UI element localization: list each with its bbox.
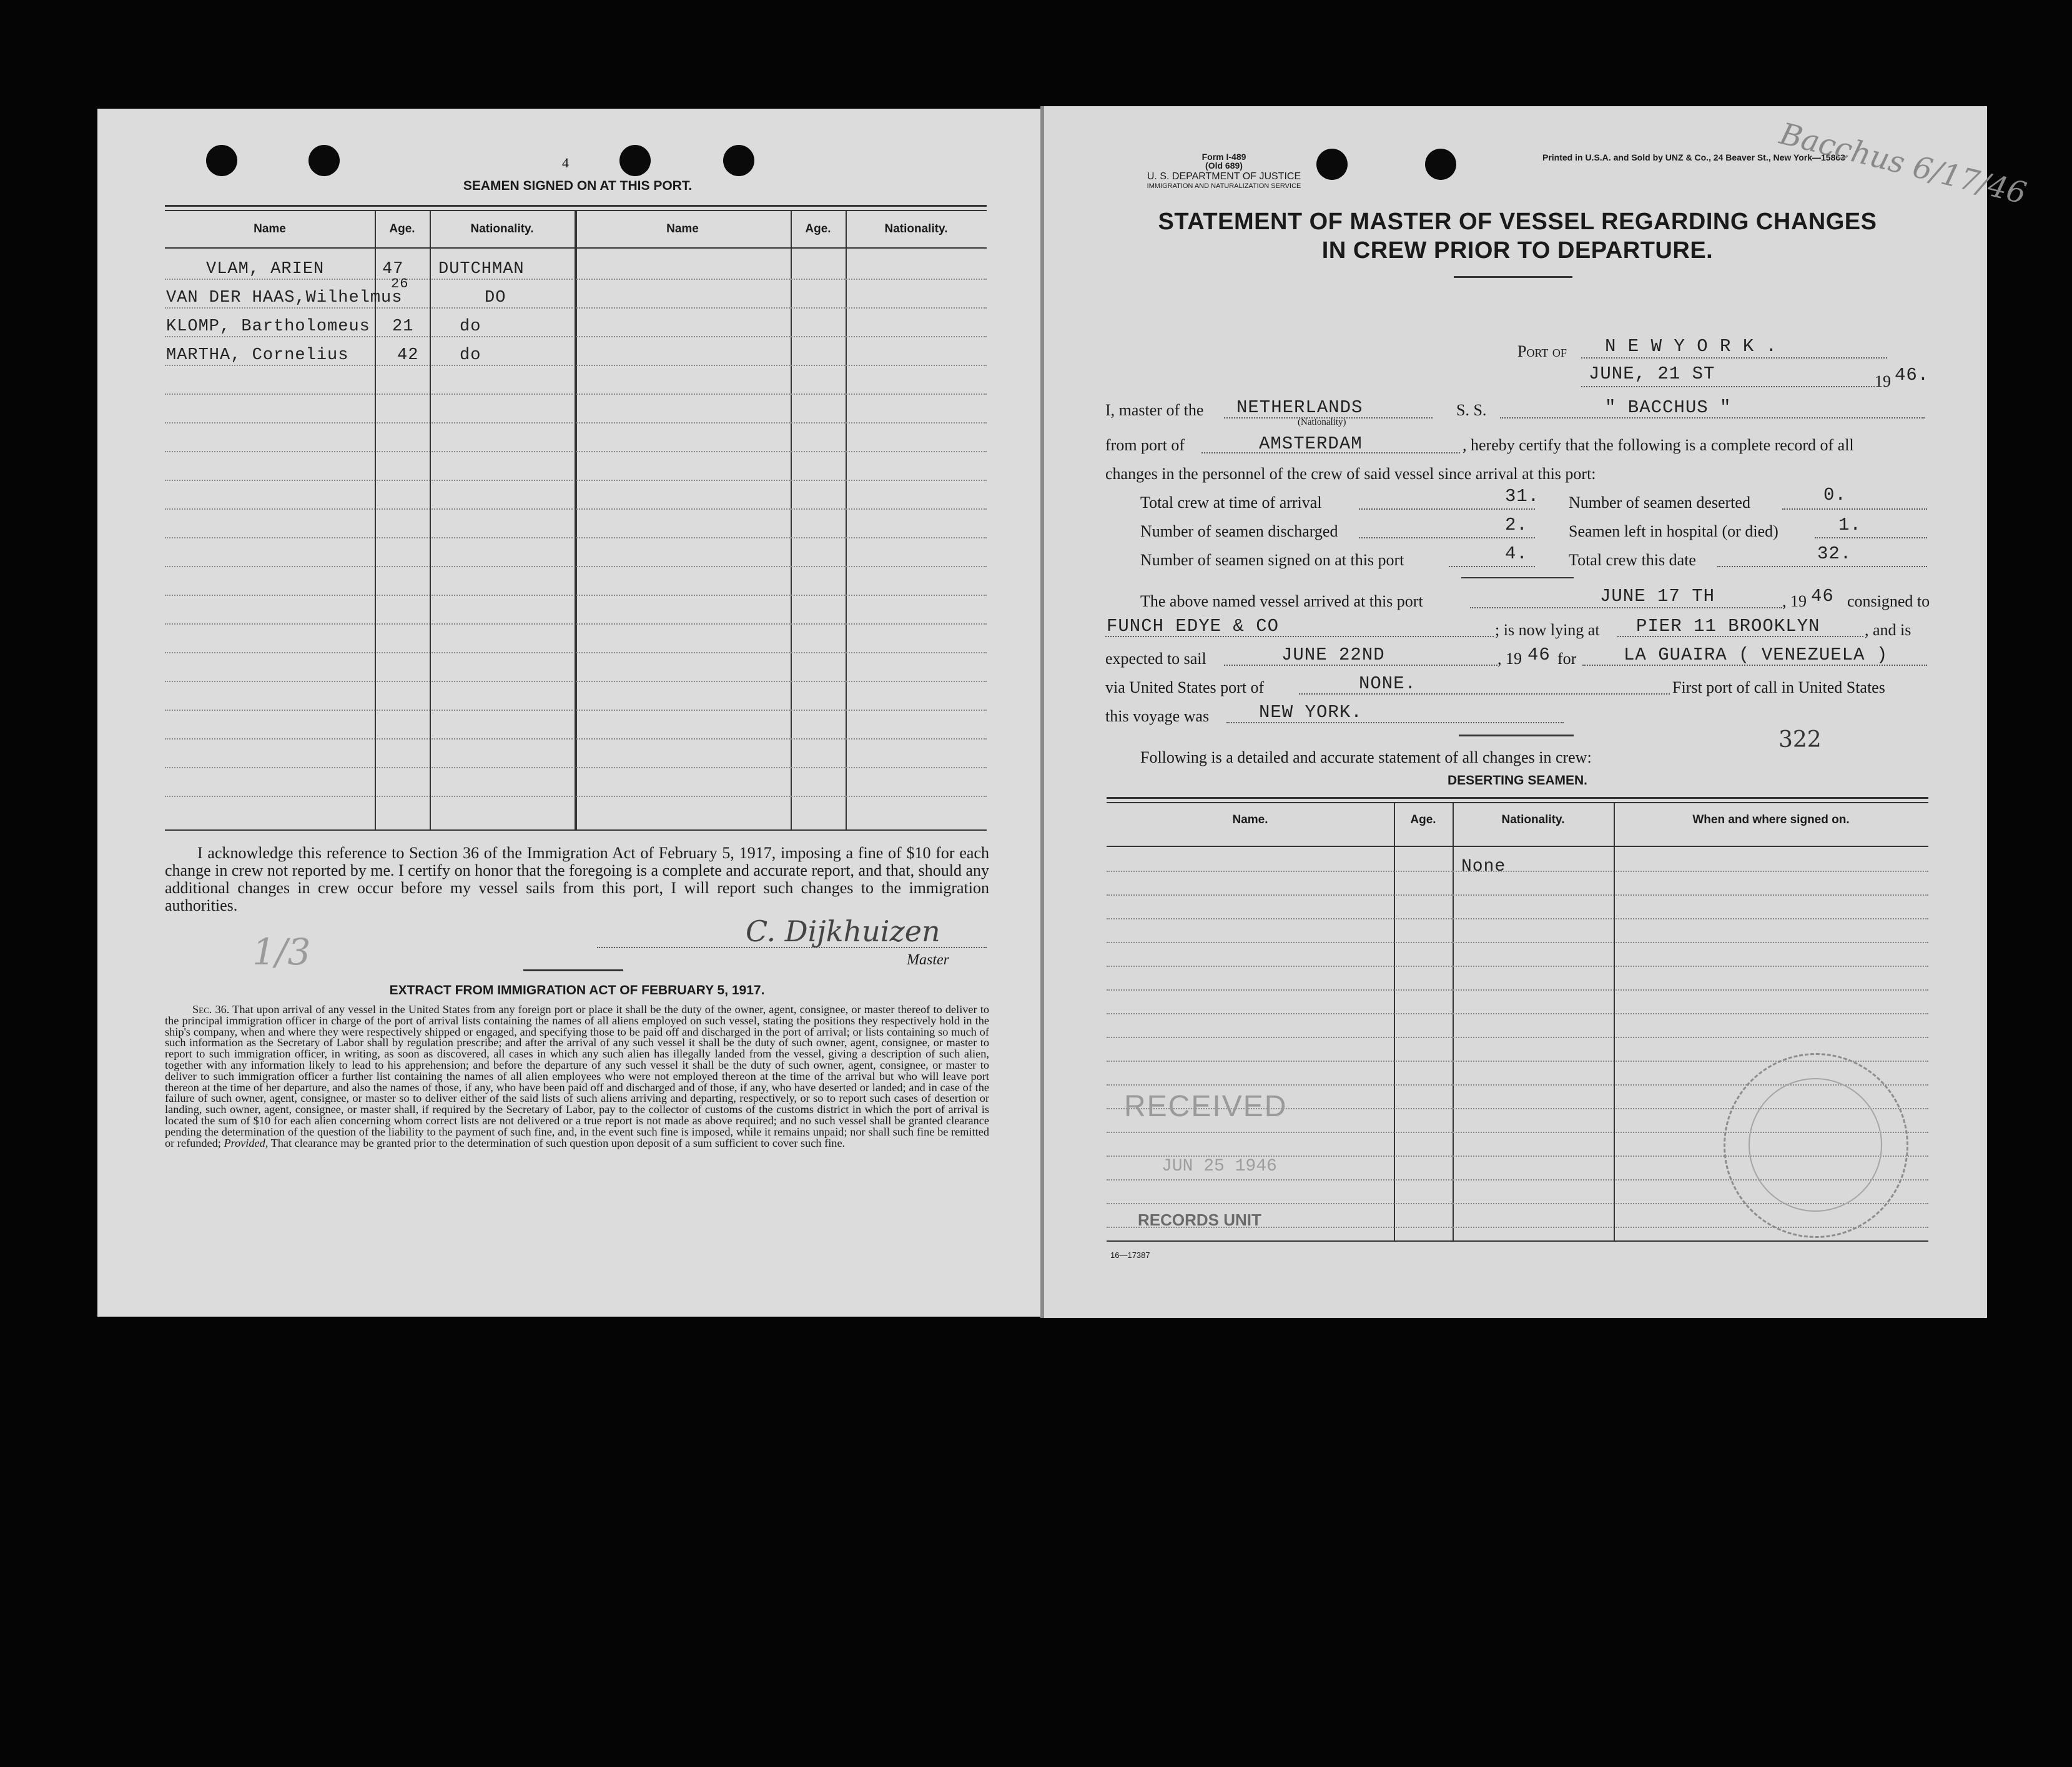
acknowledgment-text: I acknowledge this reference to Section 36 of the Immigration Act of February 5, 1917, imposing a fine of $10 for each change in crew not reported by me. I certify on honor that the foregoing is a complete and accurate report, and that, should any additional changes in crew occur before my vessel sails from this port, I will report such changes to the immigration authorities. <box>165 844 989 914</box>
section-title: SEAMEN SIGNED ON AT THIS PORT. <box>463 179 693 193</box>
port-label: Port of <box>1517 342 1567 360</box>
ss-label: S. S. <box>1456 401 1487 419</box>
deserting-header-name: Name. <box>1232 813 1268 826</box>
column-divider <box>575 210 577 829</box>
row-rule <box>165 365 987 366</box>
row-rule <box>165 393 987 395</box>
punch-hole <box>308 145 340 176</box>
deserting-title: DESERTING SEAMEN. <box>1447 773 1588 788</box>
printer-note: Printed in U.S.A. and Sold by UNZ & Co., 24 Beaver St., New York—15863 <box>1542 152 1845 162</box>
signed-on-value: 4. <box>1505 543 1528 564</box>
expected-year-prefix: , 19 <box>1497 650 1522 668</box>
service: IMMIGRATION AND NATURALIZATION SERVICE <box>1147 182 1301 190</box>
from-port-value: AMSTERDAM <box>1259 433 1363 454</box>
via-label: via United States port of <box>1105 678 1265 696</box>
signature-line <box>597 947 987 948</box>
deserting-header-age: Age. <box>1410 813 1436 826</box>
arrived-year-prefix: , 19 <box>1782 592 1807 610</box>
row-rule <box>165 307 987 309</box>
punch-hole <box>619 145 651 176</box>
row-rule <box>1107 1013 1928 1014</box>
records-unit-stamp: RECORDS UNIT <box>1138 1210 1261 1229</box>
deserting-header-nationality: Nationality. <box>1501 813 1565 826</box>
crew-age: 26 <box>391 276 409 292</box>
master-of-label: I, master of the <box>1105 401 1204 419</box>
voyage-value: NEW YORK. <box>1259 702 1363 723</box>
row-rule <box>165 451 987 452</box>
fill-line <box>1470 607 1782 608</box>
fill-line <box>1617 636 1863 637</box>
form-title-line2: IN CREW PRIOR TO DEPARTURE. <box>1321 237 1714 264</box>
column-divider <box>1453 802 1454 1240</box>
row-rule <box>165 508 987 510</box>
arrived-year: 46 <box>1811 586 1834 606</box>
row-rule <box>1107 894 1928 896</box>
arrived-label: The above named vessel arrived at this port <box>1140 592 1423 610</box>
row-rule <box>1107 989 1928 991</box>
arrived-value: JUNE 17 TH <box>1600 586 1715 606</box>
from-port-label: from port of <box>1105 436 1185 454</box>
column-header-nationality: Nationality. <box>470 222 534 235</box>
column-header-age: Age. <box>389 222 415 235</box>
divider-rule <box>1454 276 1572 278</box>
discharged-value: 2. <box>1505 515 1528 535</box>
fill-line <box>1359 508 1535 510</box>
crew-name: KLOMP, Bartholomeus <box>166 317 370 336</box>
row-rule <box>165 595 987 596</box>
master-signature: C. Dijkhuizen <box>746 914 940 948</box>
column-divider <box>791 210 792 829</box>
signed-on-label: Number of seamen signed on at this port <box>1140 551 1404 569</box>
expected-value: JUNE 22ND <box>1281 645 1385 665</box>
certify-text: , hereby certify that the following is a complete record of all <box>1463 436 1854 454</box>
extract-text: That upon arrival of any vessel in the United States from any foreign port or place it shall be the duty of the owner, agent, consignee, or master thereof to deliver to the principal immigration officer in charge of the port of arrival lists containing the names of all aliens employed on such vessel, stating the positions they respectively hold in the ship's company, when and where they were respectively shipped or engaged, and specifying those to be paid off and discharged in the port of arrival; or lists containing so much of such information as the Secretary of Labor shall by regulation prescribe; and after the arrival of any such vessel it shall be the duty of such owner, agent, consignee, or master to report to such immigration officer, in writing, as soon as discovered, all cases in which any such alien has illegally landed from the vessel, giving a description of such alien, together with any information likely to lead to his apprehension; and before the departure of any such vessel it shall be the duty of such owner, agent, consignee, or master to deliver to such immigration officer a further list containing the names of all alien employees who were not employed thereon at the time of the arrival but who will leave port thereon at the time of her departure, and also the names of those, if any, who have been paid off and discharged and of those, if any, who have deserted or landed; and in case of the failure of such owner, agent, consignee, or master so to deliver either of the said lists of such aliens arriving and departing, respectively, or so to report such cases of desertion or landing, such owner, agent, consignee, or master shall, if required by the Secretary of Labor, pay to the collector of customs of the customs district in which the port of arrival is located the sum of $10 for each alien concerning whom correct lists are not delivered or a true report is not made as above required; and no such vessel shall be granted clearance pending the determination of the question of the liability to the payment of such fine, and, in the event such fine is imposed, while it remains unpaid; nor shall such fine be remitted or refunded; <box>165 1003 989 1149</box>
fill-line <box>1582 665 1927 666</box>
fill-line <box>1359 537 1535 538</box>
fill-line <box>1449 566 1535 567</box>
row-rule <box>165 537 987 538</box>
deserted-value: 0. <box>1823 485 1847 505</box>
table-rule <box>165 205 987 207</box>
row-rule <box>1107 942 1928 943</box>
nationality-value: NETHERLANDS <box>1236 397 1363 418</box>
and-is: , and is <box>1865 621 1912 639</box>
column-header-nationality: Nationality. <box>884 222 948 235</box>
row-rule <box>165 336 987 337</box>
fill-line <box>1815 537 1927 538</box>
row-rule <box>165 566 987 567</box>
via-value: NONE. <box>1359 673 1417 694</box>
row-rule <box>1107 1037 1928 1038</box>
form-title-line1: STATEMENT OF MASTER OF VESSEL REGARDING CHANGES <box>1158 209 1877 235</box>
fill-line <box>1500 417 1925 418</box>
expected-year: 46 <box>1527 645 1551 665</box>
divider-rule <box>1459 735 1574 736</box>
corner-note: Bacchus 6/17/46 <box>1776 116 2030 212</box>
column-divider <box>846 210 847 829</box>
year-prefix: 19 <box>1875 372 1891 390</box>
for-label: for <box>1557 650 1577 668</box>
column-divider <box>1614 802 1615 1240</box>
form-old-number: (Old 689) <box>1205 161 1243 171</box>
row-rule <box>165 710 987 711</box>
fill-line <box>1224 665 1497 666</box>
fill-line <box>1581 357 1887 359</box>
hospital-value: 1. <box>1838 515 1862 535</box>
column-divider <box>430 210 431 829</box>
fill-line <box>1105 636 1494 637</box>
fill-line <box>1581 386 1875 387</box>
total-crew-date-label: Total crew this date <box>1569 551 1696 569</box>
port-value: N E W Y O R K . <box>1605 336 1778 357</box>
hospital-label: Seamen left in hospital (or died) <box>1569 522 1778 540</box>
total-crew-arrival-value: 31. <box>1505 486 1540 507</box>
extract-end: That clearance may be granted prior to the determination of such question upon deposit of a sum sufficient to cover such fine. <box>270 1136 846 1149</box>
extract-section: Sec. 36. <box>192 1003 230 1016</box>
margin-note: 1/3 <box>252 931 311 973</box>
deserted-label: Number of seamen deserted <box>1569 493 1750 512</box>
first-port-label: First port of call in United States <box>1672 678 1885 696</box>
consignee-value: FUNCH EDYE & CO <box>1107 616 1280 636</box>
fill-line <box>1226 722 1564 723</box>
table-rule <box>1107 846 1928 847</box>
page-number: 4 <box>562 155 569 171</box>
total-crew-date-value: 32. <box>1817 543 1852 564</box>
crew-age: 47 <box>382 260 404 279</box>
total-crew-arrival-label: Total crew at time of arrival <box>1140 493 1322 512</box>
extract-provided: Provided, <box>224 1136 269 1149</box>
year-value: 46. <box>1895 365 1930 385</box>
file-number: 322 <box>1778 727 1822 753</box>
crew-nationality: DUTCHMAN <box>438 260 525 279</box>
voyage-label: this voyage was <box>1105 707 1210 725</box>
table-rule <box>165 829 987 831</box>
lying-value: PIER 11 BROOKLYN <box>1636 616 1820 636</box>
table-rule <box>1107 1240 1928 1242</box>
ship-value: " BACCHUS " <box>1605 397 1732 418</box>
expected-label: expected to sail <box>1105 650 1206 668</box>
date-value: JUNE, 21 ST <box>1589 364 1715 384</box>
extract-body <box>165 1004 989 1149</box>
extract-title: EXTRACT FROM IMMIGRATION ACT OF FEBRUARY 5, 1917. <box>389 983 765 997</box>
table-rule <box>1107 797 1928 799</box>
crew-name: VAN DER HAAS,Wilhelmus <box>166 289 403 307</box>
row-rule <box>165 480 987 481</box>
lying-label: ; is now lying at <box>1495 621 1600 639</box>
row-rule <box>165 767 987 768</box>
column-header-name: Name <box>254 222 286 235</box>
crew-nationality: do <box>460 317 481 336</box>
round-seal-inner <box>1749 1078 1882 1212</box>
deserting-header-signed-on: When and where signed on. <box>1692 813 1850 826</box>
crew-name: VLAM, ARIEN <box>206 260 325 279</box>
row-rule <box>1107 966 1928 967</box>
form-number-text: Form I-489 <box>1201 152 1246 162</box>
row-rule <box>165 738 987 740</box>
row-rule <box>165 652 987 653</box>
column-header-age: Age. <box>805 222 831 235</box>
fill-line <box>1201 452 1460 453</box>
crew-name: MARTHA, Cornelius <box>166 346 349 365</box>
row-rule <box>1107 871 1928 872</box>
deserting-entry: None <box>1461 857 1506 876</box>
divider-rule <box>523 969 623 971</box>
nationality-caption: (Nationality) <box>1298 417 1346 427</box>
fill-line <box>1782 508 1927 510</box>
fill-line <box>1299 693 1670 695</box>
punch-hole <box>1425 149 1456 180</box>
changes-text: changes in the personnel of the crew of said vessel since arrival at this port: <box>1105 465 1596 483</box>
master-label: Master <box>907 952 949 968</box>
row-rule <box>165 796 987 797</box>
following-text: Following is a detailed and accurate statement of all changes in crew: <box>1140 748 1592 766</box>
total-rule <box>1461 577 1574 578</box>
crew-nationality: do <box>460 346 481 365</box>
crew-nationality: DO <box>485 289 506 307</box>
row-rule <box>165 623 987 625</box>
row-rule <box>165 279 987 280</box>
print-code: 16—17387 <box>1110 1250 1150 1260</box>
table-rule <box>1107 802 1928 803</box>
discharged-label: Number of seamen discharged <box>1140 522 1338 540</box>
fill-line <box>1717 566 1927 567</box>
column-header-name: Name <box>666 222 699 235</box>
row-rule <box>165 681 987 682</box>
received-stamp: RECEIVED <box>1124 1090 1288 1123</box>
received-stamp-date: JUN 25 1946 <box>1162 1157 1277 1176</box>
punch-hole <box>723 145 754 176</box>
consigned-label: consigned to <box>1847 592 1930 610</box>
crew-age: 42 <box>397 346 419 365</box>
department: U. S. DEPARTMENT OF JUSTICE <box>1147 171 1301 182</box>
destination-value: LA GUAIRA ( VENEZUELA ) <box>1624 645 1888 665</box>
form-number <box>1174 152 1274 170</box>
column-divider <box>1394 802 1395 1240</box>
punch-hole <box>206 145 237 176</box>
row-rule <box>165 422 987 423</box>
row-rule <box>1107 918 1928 919</box>
crew-age: 21 <box>392 317 414 336</box>
